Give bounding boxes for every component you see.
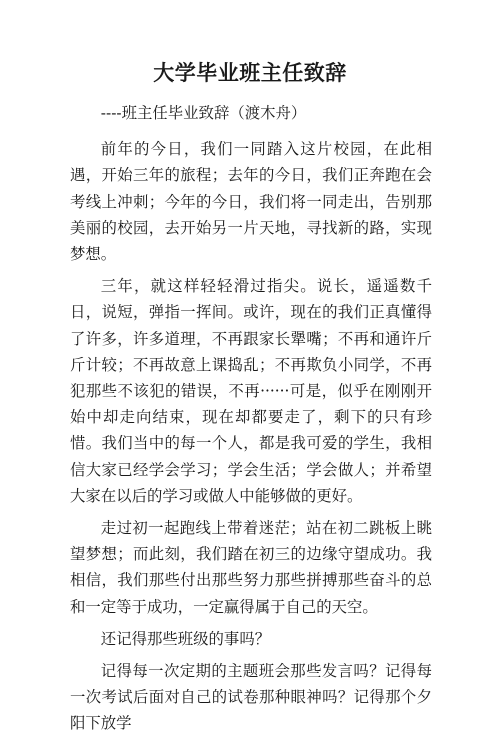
paragraph: 走过初一起跑线上带着迷茫；站在初二跳板上眺望梦想；而此刻，我们踏在初三的边缘守望成功。我相信，我们那些付出那些努力那些拼搏那些奋斗的总和一定等于成功，一定赢得属于自己的天空。 <box>70 519 432 616</box>
document-body <box>70 100 432 737</box>
paragraph: 前年的今日，我们一同踏入这片校园，在此相遇，开始三年的旅程；去年的今日，我们正奔跑在会考线上冲刺；今年的今日，我们将一同走出，告别那美丽的校园，去开始另一片天地，寻找新的路，实现梦想。 <box>70 140 432 264</box>
paragraph: 三年，就这样轻轻滑过指尖。说长，遥遥数千日，说短，弹指一挥间。或许，现在的我们正真懂得了许多，许多道理，不再跟家长犟嘴；不再和通许斤斤计较；不再故意上课捣乱；不再欺负小同学，不再犯那些不该犯的错误，不再······可是，似乎在刚刚开始中却走向结束，现在却都要走了，剩下的只有珍惜。我们当中的每一个人，都是我可爱的学生，我相信大家已经学会学习；学会生活；学会做人；并希望大家在以后的学习或做人中能够做的更好。 <box>70 277 432 505</box>
document-title: 大学毕业班主任致辞 <box>153 60 347 85</box>
document-subtitle: ----班主任毕业致辞（渡木舟） <box>100 104 307 122</box>
paragraph: 记得每一次定期的主题班会那些发言吗？记得每一次考试后面对自己的试卷那种眼神吗？记得那个夕阳下放学 <box>70 662 432 733</box>
paragraph: 还记得那些班级的事吗？ <box>100 629 271 648</box>
